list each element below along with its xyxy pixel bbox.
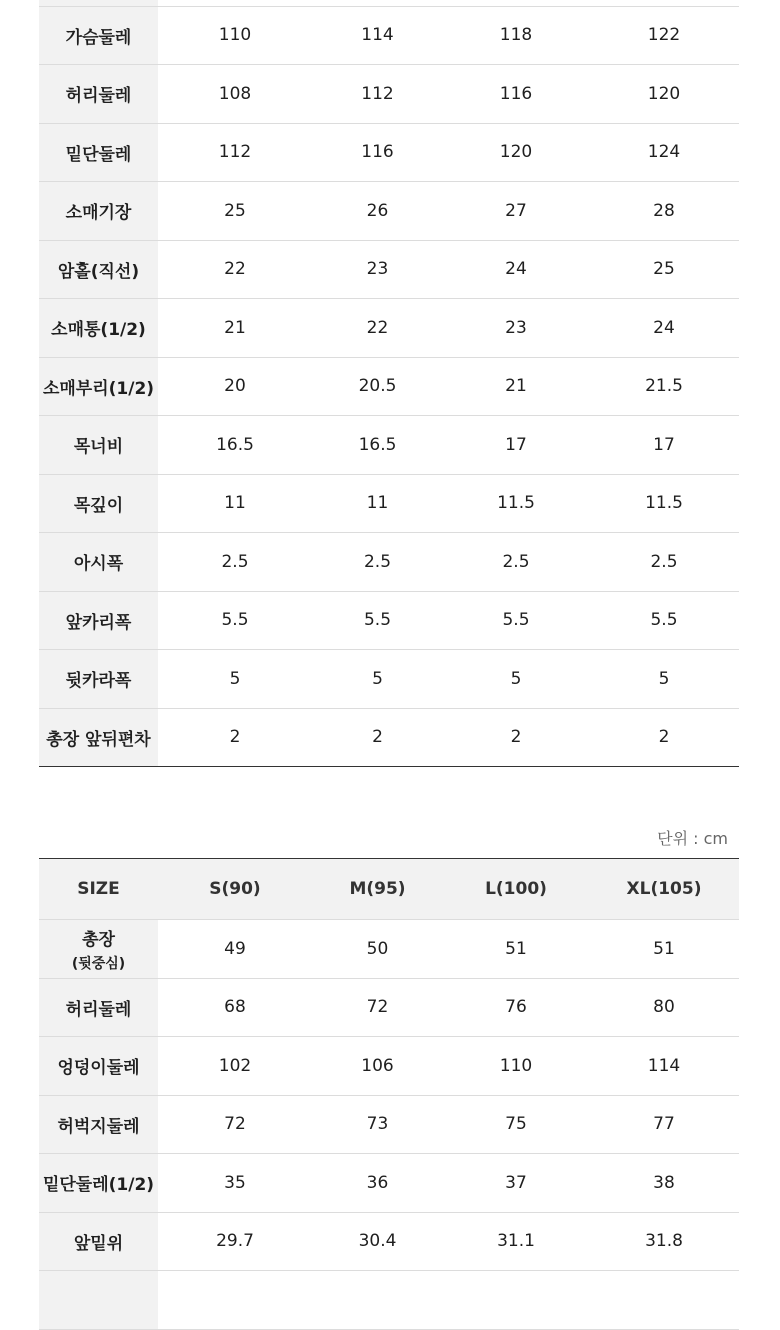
table-cell: 5 <box>312 650 443 709</box>
table-cell: 26 <box>312 182 443 241</box>
table-cell: 16.5 <box>312 416 443 475</box>
table-cell: 110 <box>443 1037 589 1096</box>
table-row <box>39 474 739 533</box>
row-label-text: 밑단둘레 <box>65 144 132 165</box>
row-label-text: 아시폭 <box>73 554 124 575</box>
row-label <box>39 416 158 475</box>
table-cell: 124 <box>589 123 739 182</box>
table-cell: 25 <box>589 240 739 299</box>
row-label <box>39 533 158 592</box>
table-cell: 106 <box>312 1037 443 1096</box>
table-cell: 110 <box>158 6 312 65</box>
table-cell <box>158 1271 312 1330</box>
table-row <box>39 591 739 650</box>
table-row <box>39 240 739 299</box>
table-cell: 120 <box>443 123 589 182</box>
table-cell: 20 <box>158 357 312 416</box>
table-row <box>39 416 739 475</box>
table-cell: 102 <box>158 1037 312 1096</box>
row-label-text: 허리둘레 <box>65 999 132 1020</box>
table-cell: 73 <box>312 1095 443 1154</box>
table-row <box>39 182 739 241</box>
table-cell: 36 <box>312 1154 443 1213</box>
table-cell: 24 <box>443 240 589 299</box>
row-label-text: 암홀(직선) <box>57 261 140 282</box>
table-row <box>39 650 739 709</box>
table-cell: 112 <box>312 65 443 124</box>
table-cell: 77 <box>589 1095 739 1154</box>
row-label <box>39 474 158 533</box>
table-cell: 37 <box>443 1154 589 1213</box>
table-cell: 5 <box>158 650 312 709</box>
table-cell: 72 <box>312 978 443 1037</box>
table-cell: 2 <box>658 727 670 748</box>
table-cell: 38 <box>589 1154 739 1213</box>
table-cell: 17 <box>589 416 739 475</box>
table-row <box>39 6 739 65</box>
row-label-text: 허리둘레 <box>65 86 132 107</box>
row-label <box>39 123 158 182</box>
header-cell: SIZE <box>39 859 158 920</box>
table-cell: 35 <box>158 1154 312 1213</box>
table-cell: 75 <box>443 1095 589 1154</box>
row-label <box>39 650 158 709</box>
table-row <box>39 978 739 1037</box>
table-cell: 5 <box>443 650 589 709</box>
table-cell <box>312 1271 443 1330</box>
table-cell: 25 <box>158 182 312 241</box>
table-cell: 21 <box>158 299 312 358</box>
table-cell: 2 <box>229 727 241 748</box>
unit-label: 단위 : cm <box>657 829 728 848</box>
table-cell: 49 <box>158 920 312 979</box>
table-row <box>39 708 739 767</box>
table-cell: 29.7 <box>158 1212 312 1271</box>
table-cell: 116 <box>312 123 443 182</box>
table-cell: 23 <box>443 299 589 358</box>
table-row <box>39 1212 739 1271</box>
table-cell: 30.4 <box>312 1212 443 1271</box>
table-cell: 21 <box>443 357 589 416</box>
row-label-text: 목깊이 <box>73 495 124 516</box>
row-label-text: 소매부리(1/2) <box>42 378 155 399</box>
row-label <box>39 357 158 416</box>
table-cell: 2.5 <box>158 533 312 592</box>
row-label-text: 앞카리폭 <box>65 612 132 633</box>
row-label-text: 앞밑위 <box>73 1233 124 1254</box>
table-row <box>39 299 739 358</box>
header-cell: L(100) <box>443 859 589 920</box>
row-label <box>39 1095 158 1154</box>
table-cell: 11 <box>312 474 443 533</box>
table-cell: 68 <box>158 978 312 1037</box>
table-row <box>39 1154 739 1213</box>
table-cell: 2.5 <box>312 533 443 592</box>
table-row <box>39 1037 739 1096</box>
row-label <box>39 591 158 650</box>
table-cell: 27 <box>443 182 589 241</box>
row-label <box>39 65 158 124</box>
table-cell: 21.5 <box>589 357 739 416</box>
table-cell: 118 <box>443 6 589 65</box>
row-label <box>39 182 158 241</box>
table-cell: 112 <box>158 123 312 182</box>
row-label-text: 허벅지둘레 <box>57 1116 140 1137</box>
row-label <box>39 240 158 299</box>
row-label-text: 뒷카라폭 <box>65 671 132 692</box>
table-cell: 24 <box>589 299 739 358</box>
row-label <box>39 6 158 65</box>
table-cell: 5.5 <box>158 591 312 650</box>
table-cell: 114 <box>589 1037 739 1096</box>
table-cell: 23 <box>312 240 443 299</box>
header-cell: M(95) <box>312 859 443 920</box>
table-cell <box>589 1271 739 1330</box>
row-label <box>39 299 158 358</box>
header-cell: XL(105) <box>589 859 739 920</box>
table-cell: 120 <box>589 65 739 124</box>
table-cell: 51 <box>589 920 739 979</box>
table-cell: 2 <box>372 727 383 748</box>
table-cell: 22 <box>312 299 443 358</box>
table-cell: 2.5 <box>589 533 739 592</box>
table-cell: 122 <box>589 6 739 65</box>
table-cell: 5.5 <box>312 591 443 650</box>
table-cell: 50 <box>312 920 443 979</box>
bottom-size-table <box>39 858 739 1330</box>
table-cell: 22 <box>158 240 312 299</box>
row-label-text: 소매기장 <box>65 203 132 224</box>
table-cell <box>443 1271 589 1330</box>
table-cell: 72 <box>158 1095 312 1154</box>
table-row <box>39 920 739 979</box>
table-row <box>39 357 739 416</box>
table-row <box>39 1271 739 1330</box>
row-label-text: 가슴둘레 <box>65 27 132 48</box>
table-cell: 11 <box>158 474 312 533</box>
table-cell: 5.5 <box>589 591 739 650</box>
table-cell: 2.5 <box>443 533 589 592</box>
table-cell: 11.5 <box>443 474 589 533</box>
table-cell: 11.5 <box>589 474 739 533</box>
row-label-text: 총장 <box>82 929 115 950</box>
row-label <box>39 708 158 767</box>
table-cell: 51 <box>443 920 589 979</box>
row-label-text: 소매통(1/2) <box>51 320 146 341</box>
row-label <box>39 1154 158 1213</box>
row-sublabel: (뒷중심) <box>71 955 126 972</box>
table-cell: 2 <box>510 727 522 748</box>
table-cell: 108 <box>158 65 312 124</box>
row-label <box>39 1037 158 1096</box>
row-label <box>39 1212 158 1271</box>
table-cell: 114 <box>312 6 443 65</box>
row-label-text: 목너비 <box>73 437 124 458</box>
row-label <box>39 978 158 1037</box>
table-cell: 28 <box>589 182 739 241</box>
table-cell: 5 <box>589 650 739 709</box>
table-row <box>39 533 739 592</box>
table-row <box>39 1095 739 1154</box>
top-size-table <box>39 0 739 767</box>
row-label <box>39 1271 158 1330</box>
table-cell: 31.8 <box>589 1212 739 1271</box>
header-row <box>39 859 739 920</box>
table-cell: 20.5 <box>312 357 443 416</box>
table-cell: 76 <box>443 978 589 1037</box>
table-cell: 80 <box>589 978 739 1037</box>
row-label-text: 밑단둘레(1/2) <box>42 1175 155 1196</box>
table-cell: 5.5 <box>443 591 589 650</box>
table-cell: 17 <box>443 416 589 475</box>
table-row <box>39 123 739 182</box>
row-label <box>39 920 158 979</box>
row-label-text: 엉덩이둘레 <box>57 1058 140 1079</box>
table-cell: 16.5 <box>158 416 312 475</box>
header-cell: S(90) <box>158 859 312 920</box>
table-cell: 116 <box>443 65 589 124</box>
table-row <box>39 65 739 124</box>
row-label-text: 총장 앞뒤편차 <box>46 729 151 750</box>
table-cell: 31.1 <box>443 1212 589 1271</box>
